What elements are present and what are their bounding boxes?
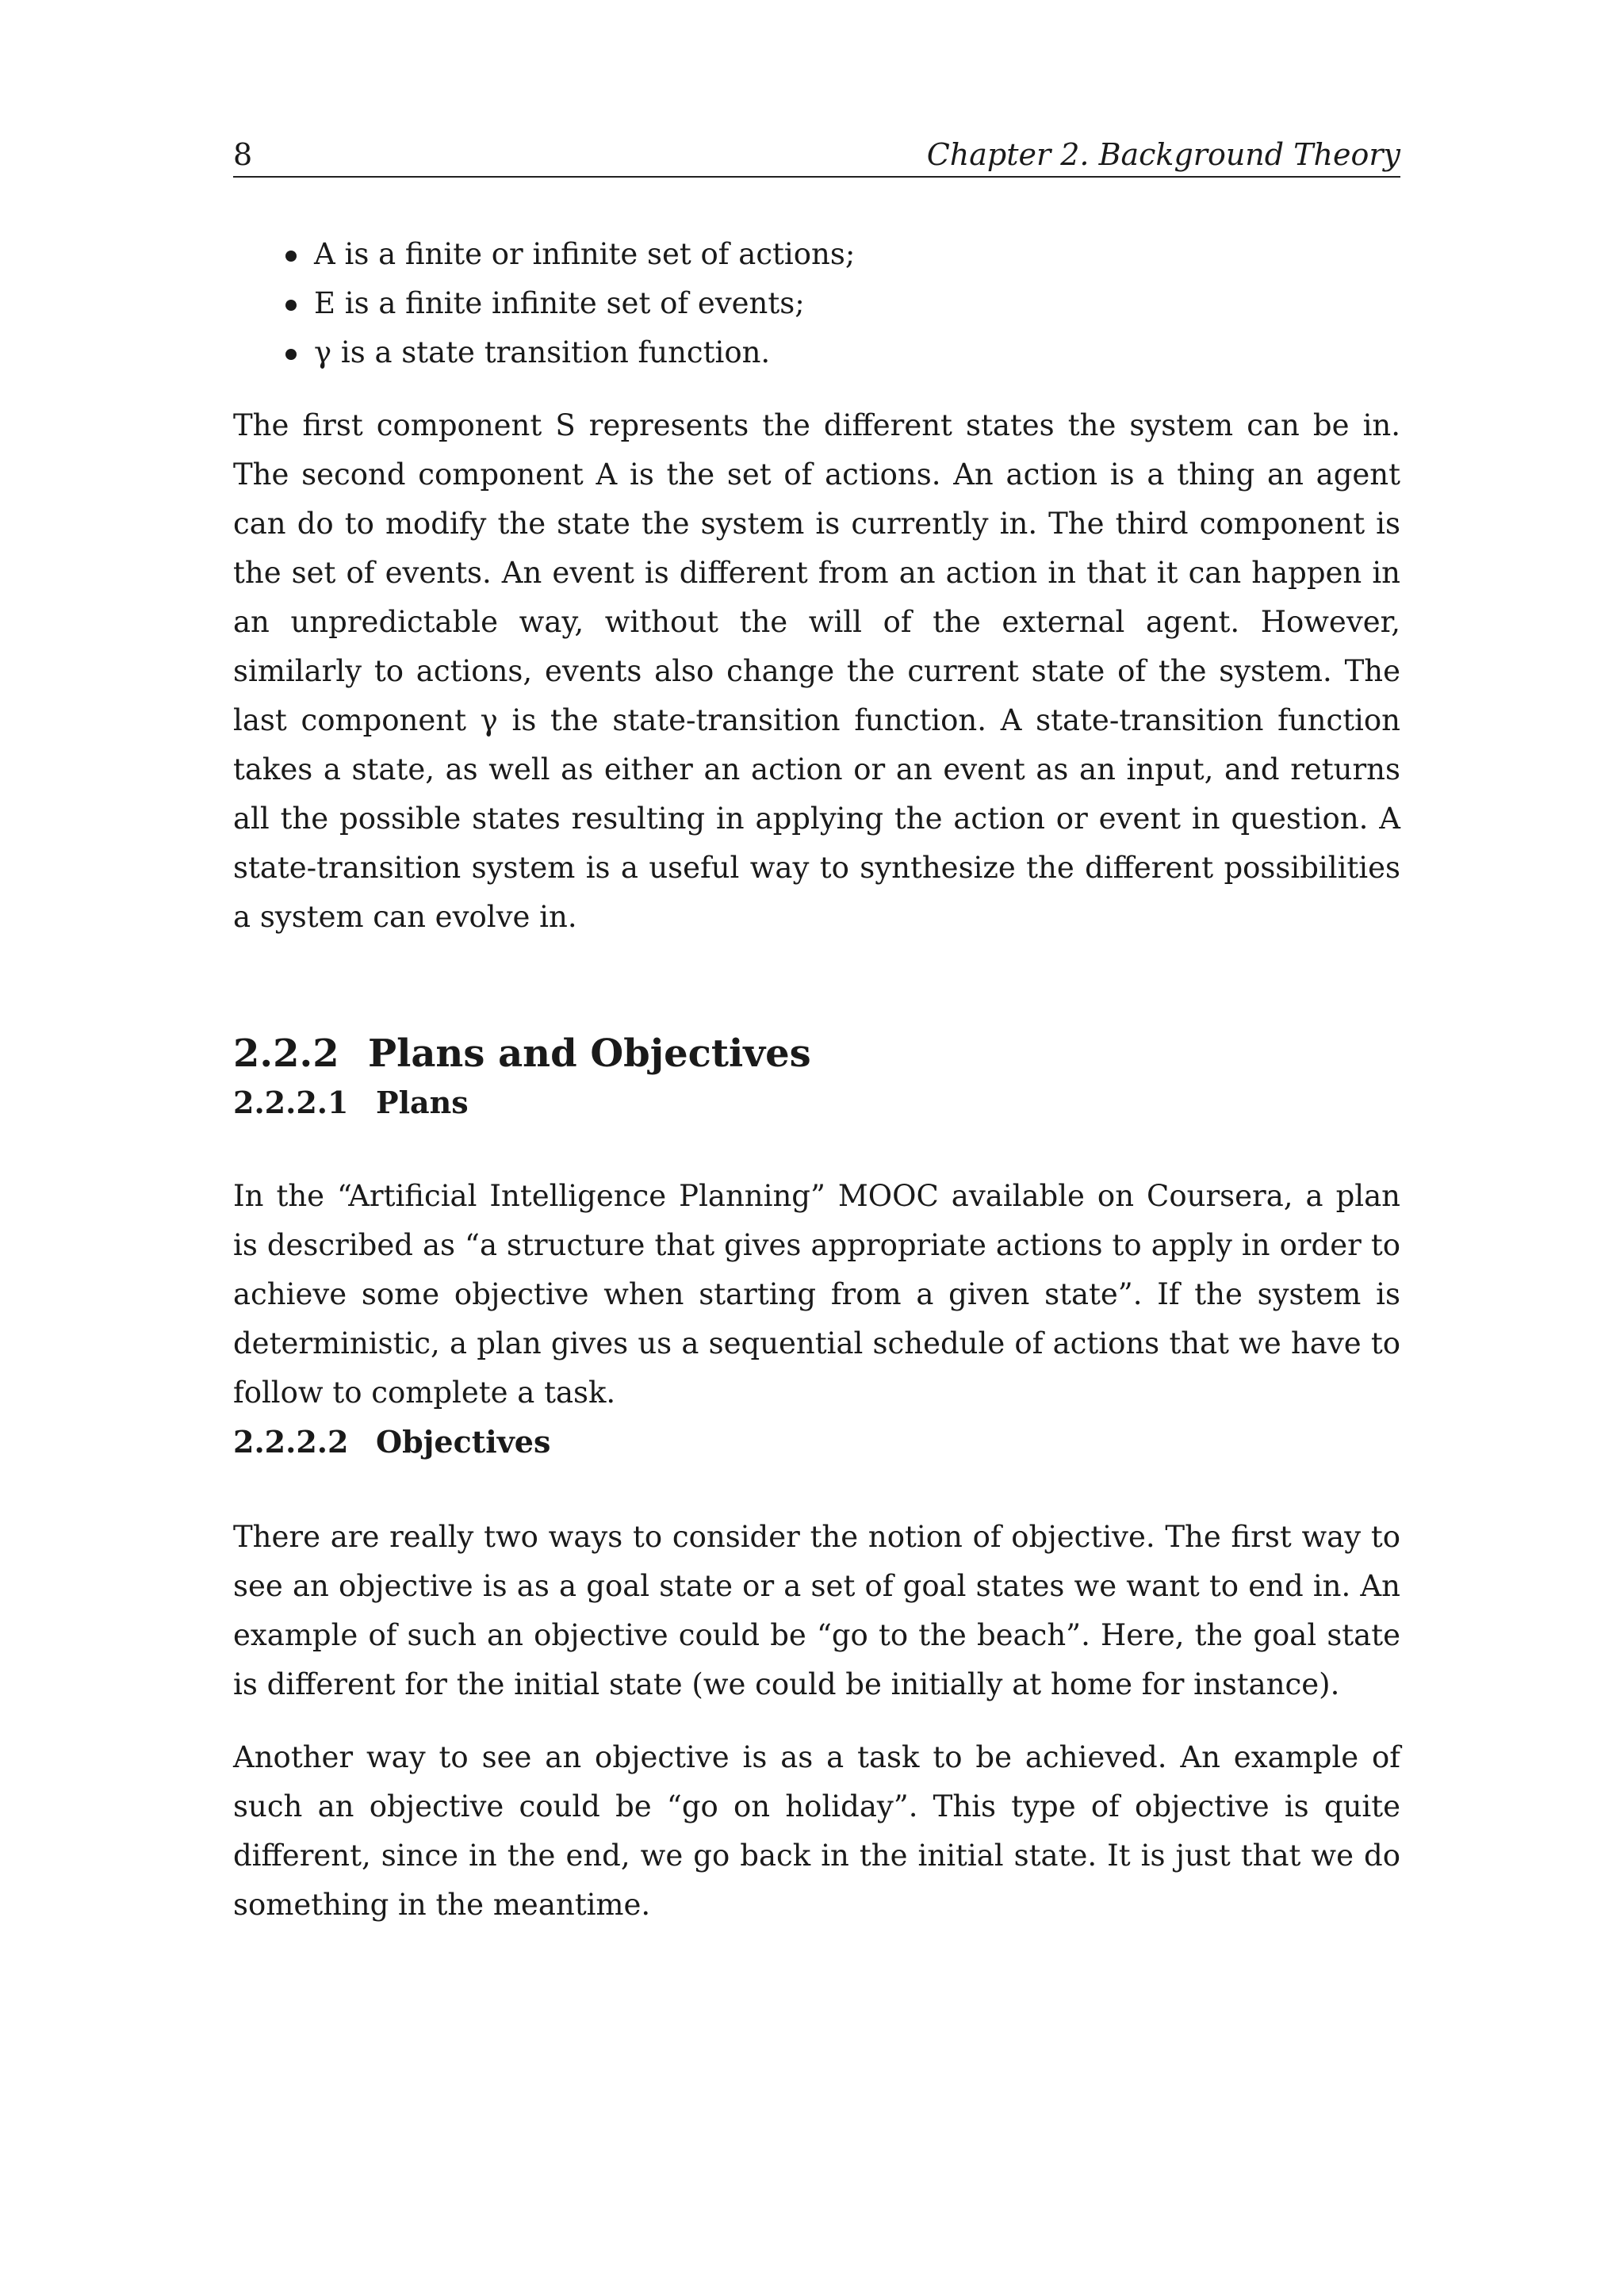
subsection-title: Objectives <box>376 1424 551 1460</box>
list-item <box>233 328 1400 377</box>
objectives-paragraph-2: Another way to see an objective is as a task to be achieved. An example of such an objective could be “go on holiday”. This type of objective is quite different, since in the end, we go back in the initial state. It is just that we do something in the meantime. <box>233 1740 1400 1922</box>
running-header <box>233 133 1400 178</box>
components-paragraph: The first component S represents the different states the system can be in. The second component A is the set of actions. An action is a thing an agent can do to modify the state the system is currently in. The third component is the set of events. An event is different from an action in that it can happen in an unpredictable way, without the will of the external agent. However, similarly to actions, events also change the current state of the system. The last component γ is the state-transition function. A state-transition function takes a state, as well as either an action or an event as an input, and returns all the possible states resulting in applying the action or event in question. A state-transition system is a useful way to synthesize the different possibilities a system can evolve in. <box>233 408 1400 934</box>
page-number: 8 <box>233 137 253 172</box>
subsection-number: 2.2.2.1 <box>233 1085 349 1120</box>
bullet-icon <box>285 349 297 360</box>
list-item-text: E is a finite infinite set of events; <box>314 286 805 320</box>
bullet-list <box>233 230 1400 377</box>
list-item <box>233 279 1400 328</box>
chapter-title: Chapter 2. Background Theory <box>926 137 1400 172</box>
list-item-text: γ is a state transition function. <box>314 335 771 369</box>
subsection-number: 2.2.2.2 <box>233 1424 349 1460</box>
subsection-title: Plans <box>376 1085 469 1120</box>
bullet-icon <box>285 300 297 311</box>
objectives-paragraph-1: There are really two ways to consider the notion of objective. The first way to see an objective is as a goal state or a set of goal states we want to end in. An example of such an objective could be “go to the beach”. Here, the goal state is different for the initial state (we could be initially at home for instance). <box>233 1520 1400 1701</box>
subsection-heading-objectives <box>233 1418 1400 1467</box>
subsection-heading-plans <box>233 1078 1400 1127</box>
list-item-text: A is a finite or infinite set of actions; <box>314 237 856 271</box>
plans-paragraph: In the “Artificial Intelligence Planning” MOOC available on Coursera, a plan is described as “a structure that gives appropriate actions to apply in order to achieve some objective when starting from a given state”. If the system is deterministic, a plan gives us a sequential schedule of actions that we have to follow to complete a task. <box>233 1179 1400 1410</box>
list-item <box>233 230 1400 279</box>
section-title: Plans and Objectives <box>368 1031 811 1076</box>
page-body <box>233 230 1400 1930</box>
bullet-icon <box>285 251 297 262</box>
section-number: 2.2.2 <box>233 1031 339 1076</box>
section-heading <box>233 1029 1400 1078</box>
